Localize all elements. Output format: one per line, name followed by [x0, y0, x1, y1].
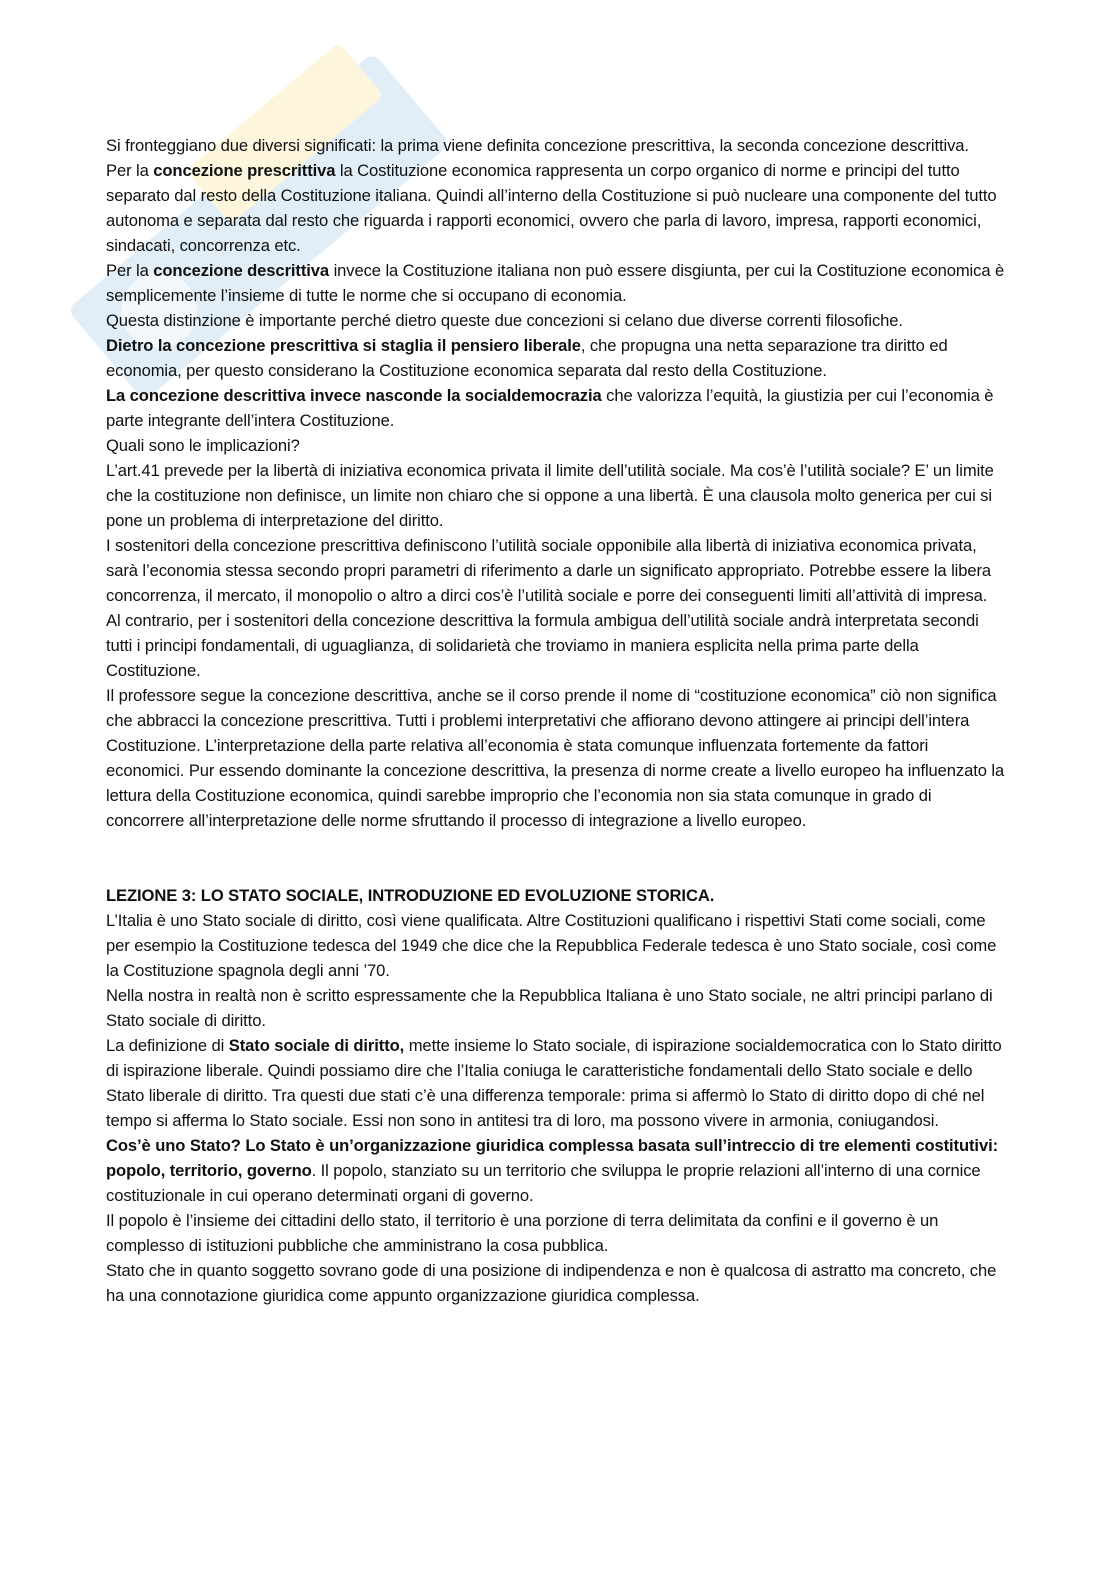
- paragraph: Quali sono le implicazioni?: [106, 436, 300, 455]
- paragraph: Il popolo è l’insieme dei cittadini dello stato, il territorio è una porzione di terra delimitata da confini e il governo è un complesso di istituzioni pubbliche che amministrano la cosa pubblica.: [106, 1211, 939, 1255]
- paragraph: La definizione di Stato sociale di diritto, mette insieme lo Stato sociale, di ispirazione socialdemocratica con lo Stato diritto di ispirazione liberale. Quindi possiamo dire che l’Italia coniuga le caratteristiche fondamentali dello Stato sociale e dello Stato liberale di diritto. Tra questi due stati c’è una differenza temporale: prima si affermò lo Stato di diritto dopo di ché nel tempo si afferma lo Stato sociale. Essi non sono in antitesi tra di loro, ma possono vivere in armonia, coniugandosi.: [106, 1036, 1002, 1130]
- paragraph: L’art.41 prevede per la libertà di iniziativa economica privata il limite dell’utilità sociale. Ma cos’è l’utilità sociale? E’ un limite che la costituzione non definisce, un limite non chiaro che si oppone a una libertà. È una clausola molto generica per cui si pone un problema di interpretazione del diritto.: [106, 461, 994, 530]
- bold-statement: Cos’è uno Stato? Lo Stato è un’organizzazione giuridica complessa basata sull’intreccio di tre elementi costitutivi: popolo, territorio, governo: [106, 1136, 999, 1180]
- bold-statement: Dietro la concezione prescrittiva si staglia il pensiero liberale: [106, 336, 581, 355]
- paragraph: La concezione descrittiva invece nasconde la socialdemocrazia che valorizza l’equità, la giustizia per cui l’economia è parte integrante dell’intera Costituzione.: [106, 386, 994, 430]
- bold-statement: La concezione descrittiva invece nasconde la socialdemocrazia: [106, 386, 602, 405]
- document-page: [106, 133, 1008, 1308]
- paragraph: Nella nostra in realtà non è scritto espressamente che la Repubblica Italiana è uno Stato sociale, ne altri principi parlano di Stato sociale di diritto.: [106, 986, 993, 1030]
- section-heading: LEZIONE 3: LO STATO SOCIALE, INTRODUZIONE ED EVOLUZIONE STORICA.: [106, 886, 715, 905]
- paragraph: Stato che in quanto soggetto sovrano gode di una posizione di indipendenza e non è qualcosa di astratto ma concreto, che ha una connotazione giuridica come appunto organizzazione giuridica complessa.: [106, 1261, 997, 1305]
- bold-term: Stato sociale di diritto,: [228, 1036, 405, 1055]
- bold-term: concezione descrittiva: [153, 261, 330, 280]
- paragraph: Dietro la concezione prescrittiva si staglia il pensiero liberale, che propugna una netta separazione tra diritto ed economia, per questo considerano la Costituzione economica separata dal resto della Costituzione.: [106, 336, 948, 380]
- section-spacer: [106, 833, 1008, 883]
- paragraph: Il professore segue la concezione descrittiva, anche se il corso prende il nome di “costituzione economica” ciò non significa che abbracci la concezione prescrittiva. Tutti i problemi interpretativi che affiorano devono attingere ai principi dell’intera Costituzione. L’interpretazione della parte relativa all’economia è stata comunque influenzata fortemente da fattori economici. Pur essendo dominante la concezione descrittiva, la presenza di norme create a livello europeo ha influenzato la lettura della Costituzione economica, quindi sarebbe improprio che l’economia non sia stata comunque in grado di concorrere all’interpretazione delle norme sfruttando il processo di integrazione a livello europeo.: [106, 686, 1005, 830]
- paragraph: Per la concezione descrittiva invece la Costituzione italiana non può essere disgiunta, per cui la Costituzione economica è semplicemente l’insieme di tutte le norme che si occupano di economia.: [106, 261, 1005, 305]
- paragraph: Al contrario, per i sostenitori della concezione descrittiva la formula ambigua dell’utilità sociale andrà interpretata secondi tutti i principi fondamentali, di uguaglianza, di solidarietà che troviamo in maniera esplicita nella prima parte della Costituzione.: [106, 611, 979, 680]
- paragraph: Cos’è uno Stato? Lo Stato è un’organizzazione giuridica complessa basata sull’intreccio di tre elementi costitutivi: popolo, territorio, governo. Il popolo, stanziato su un territorio che sviluppa le proprie relazioni all’interno di una cornice costituzionale in cui operano determinati organi di governo.: [106, 1136, 999, 1205]
- paragraph: Questa distinzione è importante perché dietro queste due concezioni si celano due diverse correnti filosofiche.: [106, 311, 903, 330]
- bold-term: concezione prescrittiva: [153, 161, 336, 180]
- paragraph: I sostenitori della concezione prescrittiva definiscono l’utilità sociale opponibile alla libertà di iniziativa economica privata, sarà l’economia stessa secondo propri parametri di riferimento a darle un significato appropriato. Potrebbe essere la libera concorrenza, il mercato, il monopolio o altro a dirci cos’è l’utilità sociale e porre dei conseguenti limiti all’attività di impresa.: [106, 536, 992, 605]
- paragraph: Si fronteggiano due diversi significati: la prima viene definita concezione prescrittiva, la seconda concezione descrittiva.: [106, 136, 969, 155]
- paragraph: L’Italia è uno Stato sociale di diritto, così viene qualificata. Altre Costituzioni qualificano i rispettivi Stati come sociali, come per esempio la Costituzione tedesca del 1949 che dice che la Repubblica Federale tedesca è uno Stato sociale, così come la Costituzione spagnola degli anni ’70.: [106, 911, 997, 980]
- paragraph: Per la concezione prescrittiva la Costituzione economica rappresenta un corpo organico di norme e principi del tutto separato dal resto della Costituzione italiana. Quindi all’interno della Costituzione si può nucleare una componente del tutto autonoma e separata dal resto che riguarda i rapporti economici, ovvero che parla di lavoro, impresa, rapporti economici, sindacati, concorrenza etc.: [106, 161, 997, 255]
